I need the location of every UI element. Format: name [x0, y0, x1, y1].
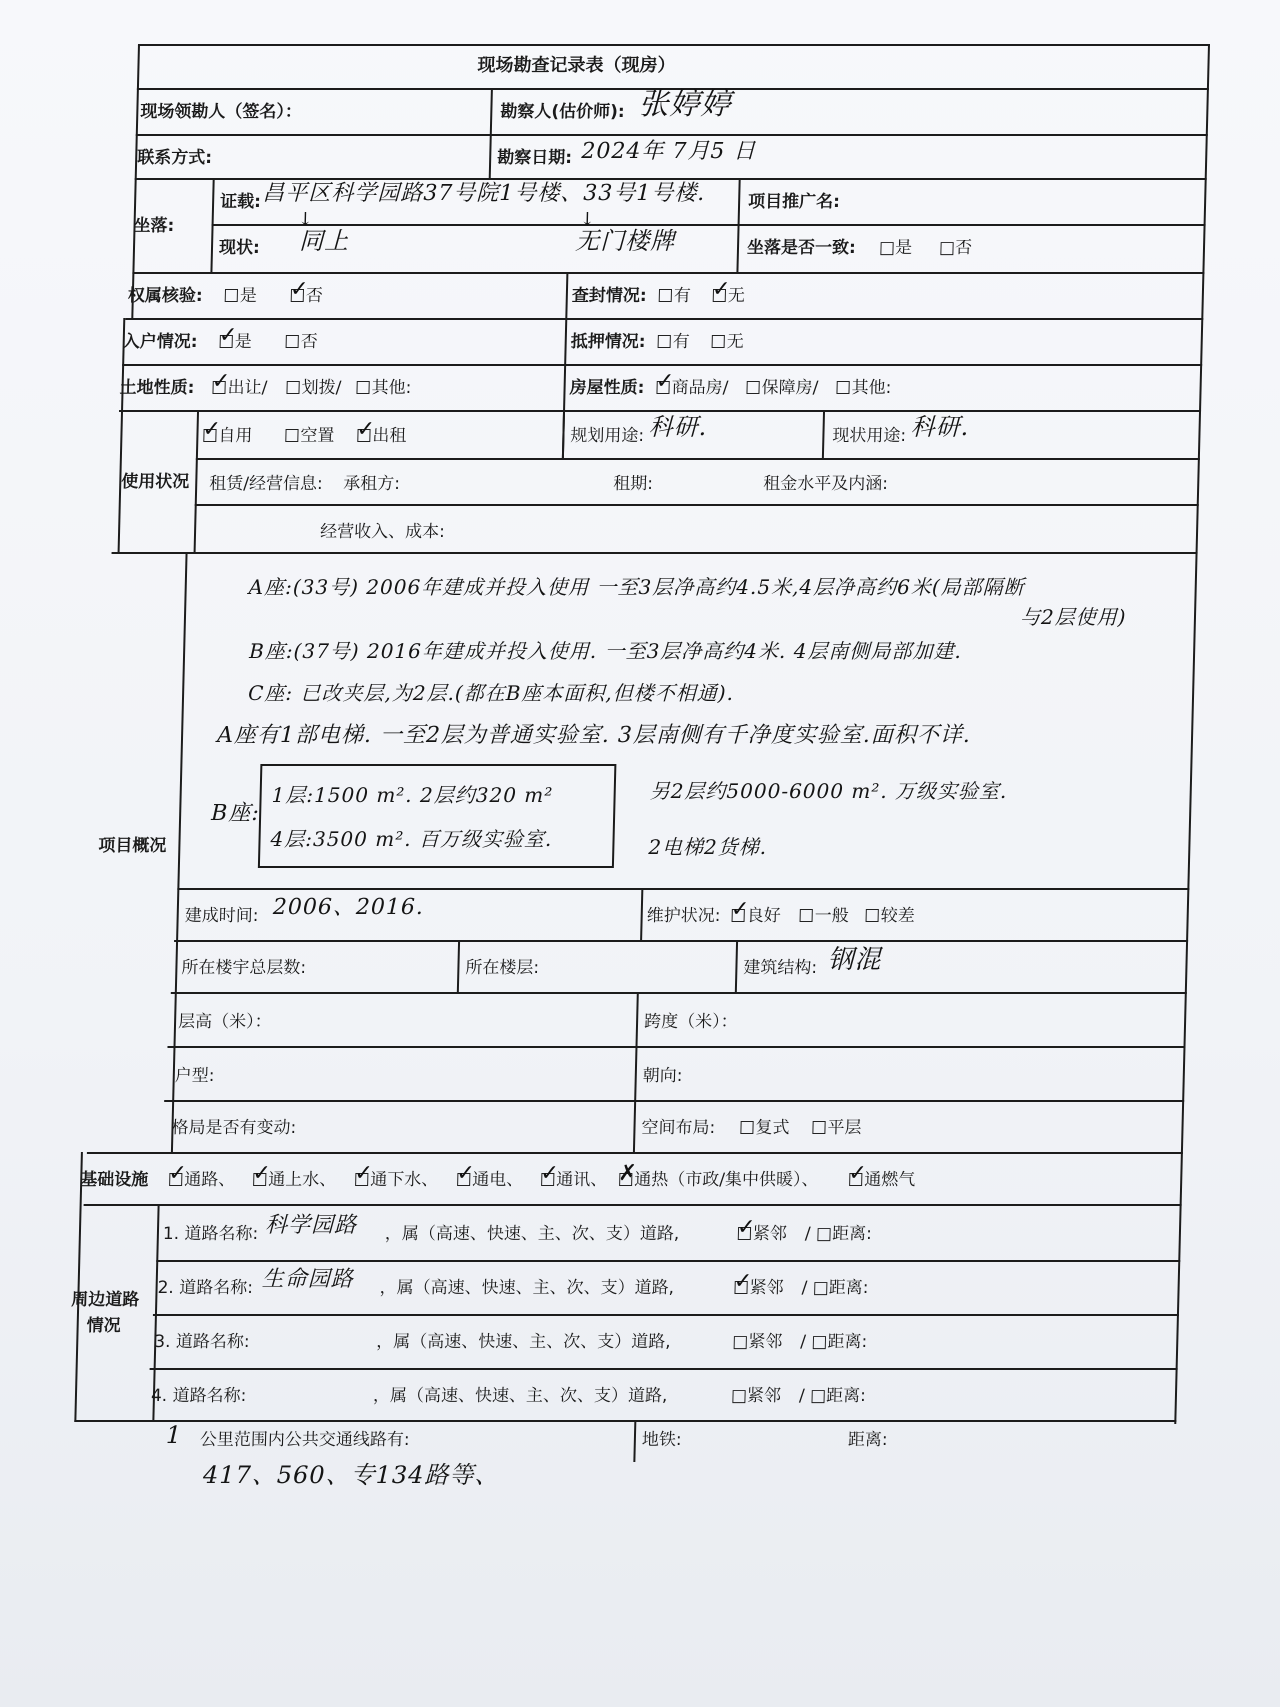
- rule: [87, 1152, 1183, 1154]
- checkmark-icon: ✓: [211, 369, 231, 394]
- road-4-adjacent-option[interactable]: □紧邻: [730, 1386, 782, 1406]
- checkbox[interactable]: [356, 381, 369, 394]
- road-1-distance: / □距离:: [804, 1224, 873, 1244]
- rule: [210, 178, 214, 274]
- rule: [74, 1420, 1176, 1422]
- house-option-affordable[interactable]: 保障房/: [745, 378, 818, 398]
- consistency-yes-option[interactable]: □是: [878, 238, 913, 258]
- inspector-label: 勘察人(估价师):: [500, 102, 625, 122]
- road-2-adjacent-option[interactable]: ✓ 紧邻: [733, 1269, 784, 1298]
- structure-label: 建筑结构:: [743, 958, 818, 978]
- road-2-prefix: 2. 道路名称:: [157, 1278, 254, 1298]
- checkmark-icon: ✓: [202, 417, 222, 442]
- rule: [735, 940, 738, 994]
- roads-section-label: 周边道路: [71, 1290, 140, 1310]
- space-flat-option[interactable]: 平层: [811, 1118, 861, 1138]
- infra-telecom-option[interactable]: ✓ 通讯、: [540, 1161, 608, 1190]
- infra-heat-option[interactable]: ✗ 通热（市政/集中供暖）、: [618, 1161, 819, 1190]
- rule: [132, 272, 1204, 274]
- checkbox-checked[interactable]: [848, 1161, 868, 1186]
- land-option-transfer[interactable]: ✓ 出让/: [211, 369, 268, 398]
- rule: [195, 504, 1199, 506]
- mortgage-label: 抵押情况:: [570, 332, 646, 352]
- rule: [135, 178, 1207, 180]
- overview-note: B座:(37号) 2016年建成并投入使用. 一至3层净高约4米. 4层南侧局部加建.: [248, 639, 963, 663]
- maintenance-good-option[interactable]: ✓ 良好: [730, 897, 781, 926]
- space-duplex-option[interactable]: 复式: [739, 1118, 789, 1138]
- built-time-value: 2006、2016.: [272, 895, 425, 920]
- checkbox[interactable]: [286, 335, 299, 348]
- arrow-down-icon: ↓: [579, 209, 597, 230]
- rule: [119, 410, 1201, 412]
- checkbox-crossed[interactable]: [618, 1161, 638, 1186]
- rule: [131, 44, 140, 319]
- rule: [74, 1152, 83, 1422]
- maintenance-poor-option[interactable]: 较差: [864, 906, 914, 926]
- orientation-label: 朝向:: [642, 1066, 683, 1086]
- rule: [633, 1420, 636, 1462]
- rule: [167, 1046, 1185, 1048]
- land-option-other[interactable]: 其他:: [355, 378, 411, 398]
- structure-value: 钢混: [827, 945, 882, 975]
- checkbox-checked[interactable]: [730, 897, 750, 922]
- mortgage-no-option[interactable]: 无: [710, 332, 743, 352]
- overview-note: 与2层使用): [1019, 605, 1127, 629]
- checkmark-icon: ✓: [540, 1161, 560, 1186]
- checkbox[interactable]: [658, 335, 671, 348]
- rule: [138, 44, 1210, 46]
- checkbox[interactable]: [812, 1121, 825, 1134]
- current-use-label: 现状用途:: [832, 426, 907, 446]
- entry-label: 入户情况:: [122, 332, 198, 352]
- checkbox[interactable]: [740, 1121, 753, 1134]
- infra-drain-option[interactable]: ✓ 通下水、: [354, 1161, 439, 1190]
- checkmark-icon: ✓: [730, 897, 750, 922]
- checkmark-icon: ✓: [218, 323, 238, 348]
- roads-section-label: 情况: [86, 1316, 121, 1336]
- rule: [822, 410, 825, 458]
- usage-section-label: 使用状况: [121, 472, 190, 492]
- overview-note: 2电梯2货梯.: [648, 835, 768, 859]
- checkmark-icon: ✓: [736, 1215, 756, 1240]
- lease-term-label: 租期:: [613, 474, 654, 494]
- checkbox-checked[interactable]: [540, 1161, 560, 1186]
- checkbox-checked[interactable]: [202, 417, 222, 442]
- house-nature-label: 房屋性质:: [569, 378, 645, 398]
- checkmark-icon: ✓: [456, 1161, 476, 1186]
- built-time-label: 建成时间:: [184, 906, 259, 926]
- checkbox-checked[interactable]: [289, 277, 309, 302]
- overview-note: A座:(33号) 2006年建成并投入使用 一至3层净高约4.5米,4层净高约6米(局部隔断: [248, 575, 1026, 599]
- checkmark-icon: ✓: [354, 1161, 374, 1186]
- form-title: 现场勘查记录表（现房）: [477, 55, 676, 76]
- rule: [150, 1368, 1178, 1370]
- rule: [736, 178, 740, 274]
- rule: [118, 318, 126, 554]
- checkbox[interactable]: [225, 289, 238, 302]
- verify-yes-option[interactable]: 是: [224, 286, 257, 306]
- rule: [457, 940, 460, 994]
- checkbox[interactable]: [712, 335, 725, 348]
- infra-power-option[interactable]: ✓ 通电、: [456, 1161, 524, 1190]
- overview-note: A座有1部电梯. 一至2层为普通实验室. 3层南侧有千净度实验室.面积不详.: [216, 723, 972, 748]
- usage-vacant-option[interactable]: 空置: [284, 426, 334, 446]
- unit-type-label: 户型:: [174, 1066, 215, 1086]
- road-4-distance: / □距离:: [798, 1386, 867, 1406]
- metro-label: 地铁:: [641, 1430, 682, 1450]
- cert-address: 昌平区科学园路37号院1号楼、33号1号楼.: [262, 181, 706, 206]
- survey-form: [71, 44, 1210, 1604]
- rule: [640, 888, 643, 942]
- total-floors-label: 所在楼宇总层数:: [181, 958, 307, 978]
- date-value: 2024年 7月5 日: [581, 139, 757, 164]
- transit-label: 公里范围内公共交通线路有:: [199, 1430, 410, 1450]
- checkmark-icon: ✓: [711, 277, 731, 302]
- entry-yes-option[interactable]: ✓ 是: [218, 323, 252, 352]
- checkmark-icon: ✓: [655, 369, 675, 394]
- layout-change-label: 格局是否有变动:: [171, 1118, 297, 1138]
- floor-height-label: 层高（米）：: [177, 1012, 272, 1032]
- overview-note: 另2层约5000-6000 m². 万级实验室.: [649, 779, 1008, 803]
- road-3-prefix: 3. 道路名称:: [154, 1332, 250, 1352]
- seal-yes-option[interactable]: 有: [658, 286, 691, 306]
- rule: [156, 1260, 1180, 1262]
- usage-rent-option[interactable]: ✓ 出租: [356, 417, 407, 446]
- leader-label: 现场领勘人（签名）：: [140, 102, 303, 122]
- rule: [122, 364, 1202, 366]
- rule: [562, 410, 565, 458]
- inspector-signature: 张婷婷: [638, 87, 732, 122]
- consistency-label: 坐落是否一致:: [746, 238, 857, 258]
- road-1-adjacent-option[interactable]: ✓ 紧邻: [736, 1215, 788, 1244]
- land-option-allocation[interactable]: 划拨/: [285, 378, 341, 398]
- road-1-prefix: 1. 道路名称:: [162, 1224, 259, 1244]
- checkbox-checked[interactable]: [655, 369, 675, 394]
- space-layout-label: 空间布局:: [641, 1118, 716, 1138]
- land-nature-label: 土地性质:: [119, 378, 195, 398]
- checkbox[interactable]: [286, 381, 299, 394]
- rule: [136, 134, 1208, 136]
- checkbox[interactable]: [836, 381, 849, 394]
- rule: [633, 992, 639, 1152]
- verify-no-option[interactable]: ✓ 否: [289, 277, 324, 306]
- checkmark-icon: ✓: [289, 277, 309, 302]
- income-cost-label: 经营收入、成本:: [319, 522, 446, 542]
- current-address-value: 同上: [298, 227, 350, 255]
- infra-water-option[interactable]: ✓ 通上水、: [252, 1161, 337, 1190]
- checkmark-icon: ✓: [252, 1161, 272, 1186]
- checkbox-checked[interactable]: [456, 1161, 476, 1186]
- lease-info-label: 租赁/经营信息:: [209, 474, 323, 494]
- checkbox-checked[interactable]: [211, 369, 231, 394]
- rule: [125, 318, 1203, 320]
- road-3-type: ，属（高速、快速、主、次、支）道路,: [376, 1332, 671, 1352]
- overview-note: 4层:3500 m². 百万级实验室.: [270, 827, 553, 851]
- infra-gas-option[interactable]: ✓ 通燃气: [848, 1161, 916, 1190]
- seal-no-option[interactable]: ✓ 无: [711, 277, 746, 306]
- checkbox[interactable]: [866, 909, 879, 922]
- current-address-note: 无门楼牌: [574, 227, 676, 255]
- date-label: 勘察日期:: [496, 148, 573, 168]
- road-4-type: ，属（高速、快速、主、次、支）道路,: [372, 1386, 668, 1406]
- usage-self-option[interactable]: ✓ 自用: [202, 417, 253, 446]
- rule: [212, 224, 1206, 226]
- overview-section-label: 项目概况: [98, 836, 167, 856]
- overview-note: C座: 已改夹层,为2层.(都在B座本面积,但楼不相通).: [247, 681, 735, 705]
- rule: [1174, 44, 1210, 1424]
- rule: [196, 458, 1200, 460]
- contact-label: 联系方式:: [136, 148, 213, 168]
- checkbox[interactable]: [659, 289, 672, 302]
- road-2-name: 生命园路: [261, 1267, 355, 1292]
- tenant-label: 承租方:: [343, 474, 401, 494]
- road-3-distance: / □距离:: [800, 1332, 868, 1352]
- rent-level-label: 租金水平及内涵:: [763, 474, 889, 494]
- annotation-box: [258, 764, 617, 868]
- house-option-commercial[interactable]: ✓ 商品房/: [655, 369, 729, 398]
- road-2-distance: / □距离:: [801, 1278, 869, 1298]
- checkmark-icon: ✓: [356, 417, 376, 442]
- rule: [153, 1314, 1179, 1316]
- planned-use-label: 规划用途:: [570, 426, 645, 446]
- maintenance-label: 维护状况:: [646, 906, 721, 926]
- seal-label: 查封情况:: [571, 286, 647, 306]
- checkbox-checked[interactable]: [736, 1215, 756, 1240]
- infrastructure-section-label: 基础设施: [79, 1170, 149, 1190]
- rule: [174, 940, 1188, 942]
- checkbox-checked[interactable]: [252, 1161, 272, 1186]
- checkbox[interactable]: [800, 909, 813, 922]
- floor-label: 所在楼层:: [465, 958, 540, 978]
- checkmark-icon: ✓: [848, 1161, 868, 1186]
- rule: [84, 1204, 1182, 1206]
- road-1-name: 科学园路: [264, 1213, 358, 1238]
- checkbox-checked[interactable]: [733, 1269, 753, 1294]
- road-3-adjacent-option[interactable]: □紧邻: [732, 1332, 783, 1352]
- consistency-no-option[interactable]: □否: [938, 238, 973, 258]
- entry-no-option[interactable]: 否: [284, 332, 317, 352]
- transit-radius: 1: [165, 1421, 183, 1449]
- infra-road-option[interactable]: ✓ 通路、: [168, 1161, 236, 1190]
- rule: [112, 552, 1198, 554]
- checkmark-icon: ✓: [733, 1269, 753, 1294]
- current-address-label: 现状:: [218, 238, 261, 258]
- cert-label: 证载:: [219, 192, 262, 212]
- planned-use-value: 科研.: [648, 413, 708, 441]
- promo-name-label: 项目推广名:: [747, 192, 841, 212]
- rule: [194, 410, 200, 554]
- overview-note: B座:: [210, 801, 261, 826]
- maintenance-fair-option[interactable]: 一般: [798, 906, 848, 926]
- ownership-verify-label: 权属核验:: [127, 286, 203, 306]
- rule: [171, 992, 1187, 994]
- mortgage-yes-option[interactable]: 有: [656, 332, 689, 352]
- checkmark-icon: ✓: [168, 1161, 188, 1186]
- current-use-value: 科研.: [910, 413, 970, 441]
- checkbox-checked[interactable]: [218, 323, 238, 348]
- arrow-down-icon: ↓: [297, 209, 315, 230]
- span-label: 跨度（米）：: [643, 1012, 738, 1032]
- transit-lines-value: 417、560、专134路等、: [202, 1461, 500, 1489]
- checkbox-checked[interactable]: [168, 1161, 188, 1186]
- checkbox-checked[interactable]: [356, 417, 376, 442]
- rule: [171, 552, 188, 1152]
- road-2-type: ，属（高速、快速、主、次、支）道路,: [379, 1278, 675, 1298]
- rule: [164, 1100, 1184, 1102]
- checkbox-checked[interactable]: [354, 1161, 374, 1186]
- checkbox[interactable]: [746, 381, 759, 394]
- road-1-type: ，属（高速、快速、主、次、支）道路,: [384, 1224, 680, 1244]
- checkbox[interactable]: [285, 429, 298, 442]
- checkbox-checked[interactable]: [711, 277, 731, 302]
- metro-distance-label: 距离:: [847, 1430, 888, 1450]
- cross-icon: ✗: [618, 1161, 638, 1186]
- overview-note: 1层:1500 m². 2层约320 m²: [271, 783, 554, 807]
- location-section-label: 坐落:: [133, 216, 175, 236]
- house-option-other[interactable]: 其他:: [835, 378, 891, 398]
- road-4-prefix: 4. 道路名称:: [150, 1386, 247, 1406]
- rule: [177, 888, 1189, 890]
